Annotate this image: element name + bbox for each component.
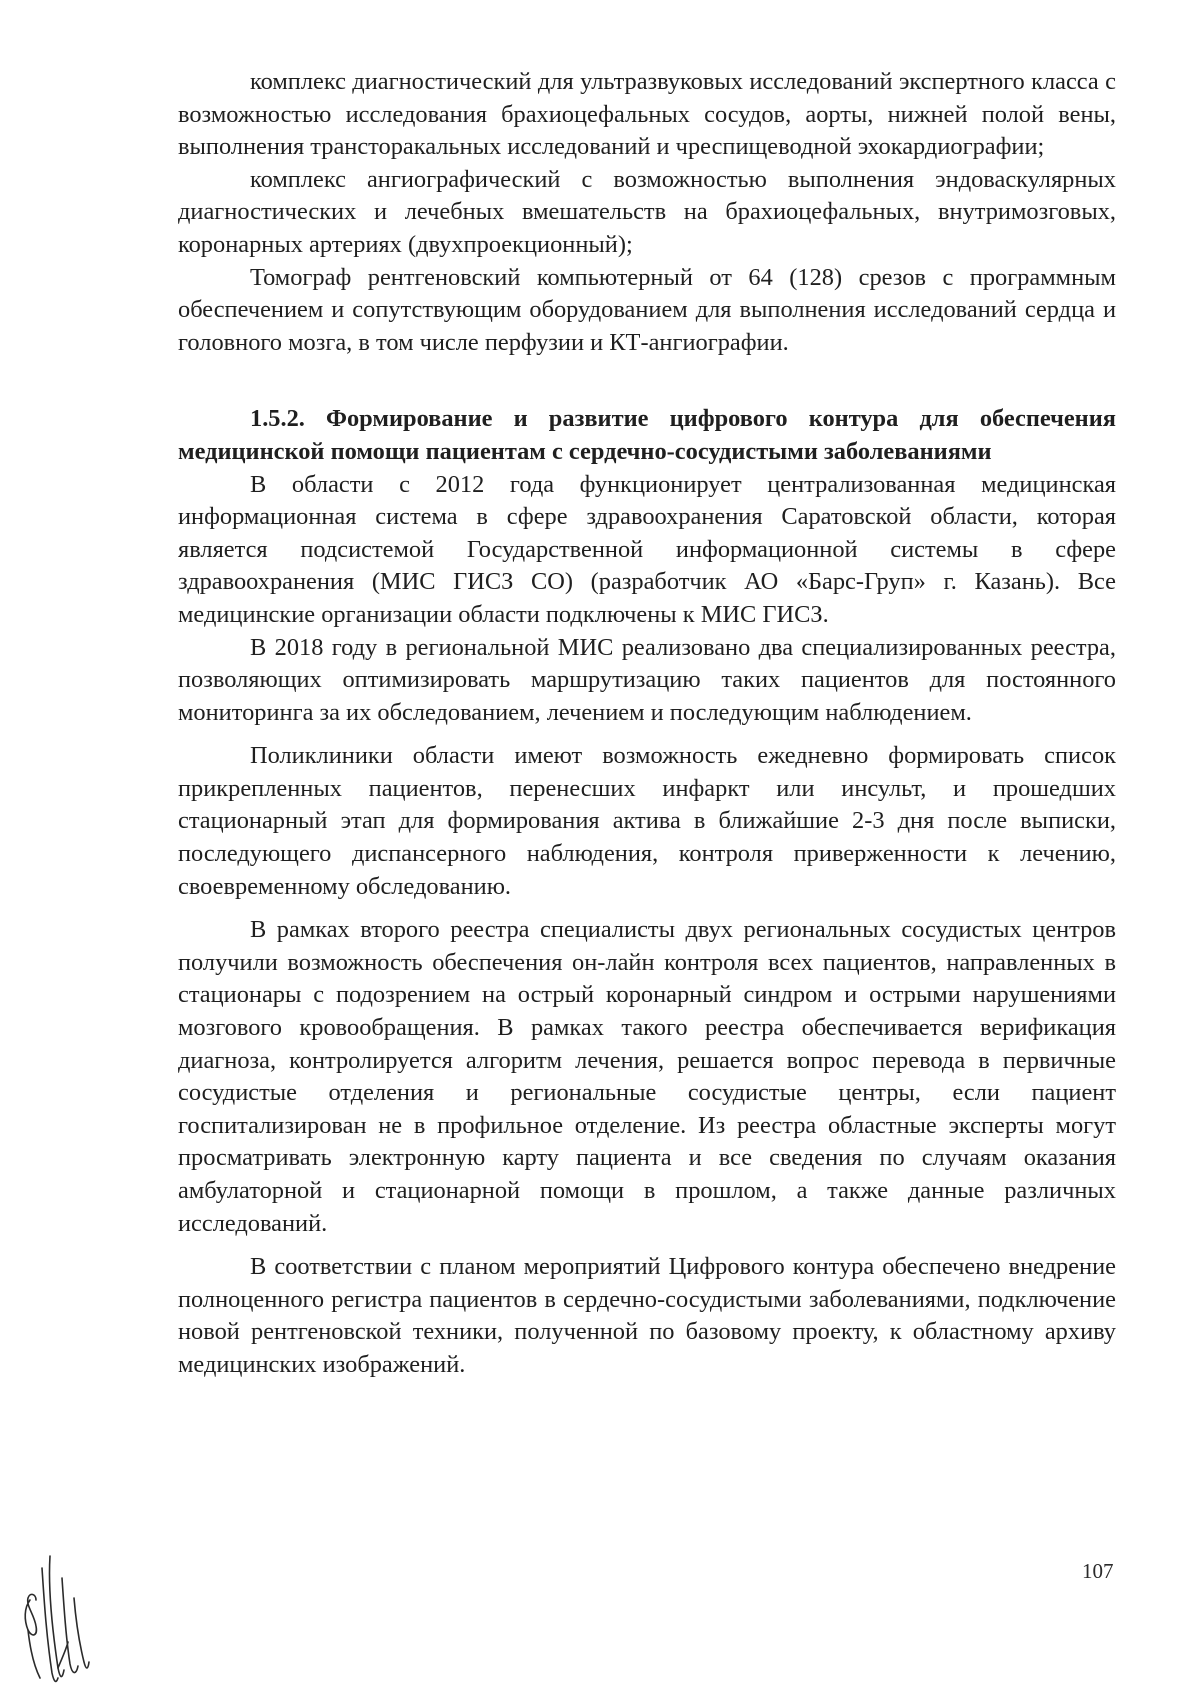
paragraph-second-registry: В рамках второго реестра специалисты двух региональных сосудистых центров получили возможность обеспечения он-лайн контроля всех пациентов, направленных в стационары с подозрением на острый коронарный синдром и острыми нарушениями мозгового кровообращения. В рамках такого реестра обеспечивается верификация диагноза, контролируется алгоритм лечения, решается вопрос перевода в первичные сосудистые отделения и региональные сосудистые центры, если пациент госпитализирован не в профильное отделение. Из реестра областные эксперты могут просматривать электронную карту пациента и все сведения по случаям оказания амбулаторной и стационарной помощи в прошлом, а также данные различных исследований.: [178, 916, 1116, 1237]
page-number: 107: [1082, 1559, 1114, 1583]
paragraph-digital-contour: В соответствии с планом мероприятий Цифрового контура обеспечено внедрение полноценного регистра пациентов в сердечно-сосудистыми заболеваниями, подключение новой рентгеновской техники, полученной по базовому проекту, к областному архиву медицинских изображений.: [178, 1253, 1116, 1378]
paragraph-ct-scanner: Томограф рентгеновский компьютерный от 64 (128) срезов с программным обеспечением и сопутствующим оборудованием для выполнения исследований сердца и головного мозга, в том числе перфузии и КТ-ангиографии.: [178, 263, 1116, 356]
signature-icon: [18, 1538, 96, 1688]
paragraph-mis-system: В области с 2012 года функционирует централизованная медицинская информационная система в сфере здравоохранения Саратовской области, которая является подсистемой Государственной информационной системы в сфере здравоохранения (МИС ГИСЗ СО) (разработчик АО «Барс-Груп» г. Казань). Все медицинские организации области подключены к МИС ГИСЗ.: [178, 470, 1116, 628]
paragraph-ultrasound-complex: комплекс диагностический для ультразвуковых исследований экспертного класса с возможностью исследования брахиоцефальных сосудов, аорты, нижней полой вены, выполнения трансторакальных исследований и чреспищеводной эхокардиографии;: [178, 68, 1116, 161]
document-body: [178, 66, 1116, 1382]
section-heading: 1.5.2. Формирование и развитие цифрового контура для обеспечения медицинской помощи пациентам с сердечно-сосудистыми заболеваниями: [178, 405, 1116, 465]
paragraph-angiography-complex: комплекс ангиографический с возможностью выполнения эндоваскулярных диагностических и лечебных вмешательств на брахиоцефальных, внутримозговых, коронарных артериях (двухпроекционный);: [178, 165, 1116, 258]
paragraph-registries-2018: В 2018 году в региональной МИС реализовано два специализированных реестра, позволяющих оптимизировать маршрутизацию таких пациентов для постоянного мониторинга за их обследованием, лечением и последующим наблюдением.: [178, 633, 1116, 726]
paragraph-polyclinics: Поликлиники области имеют возможность ежедневно формировать список прикрепленных пациентов, перенесших инфаркт или инсульт, и прошедших стационарный этап для формирования актива в ближайшие 2-3 дня после выписки, последующего диспансерного наблюдения, контроля приверженности к лечению, своевременному обследованию.: [178, 742, 1116, 900]
